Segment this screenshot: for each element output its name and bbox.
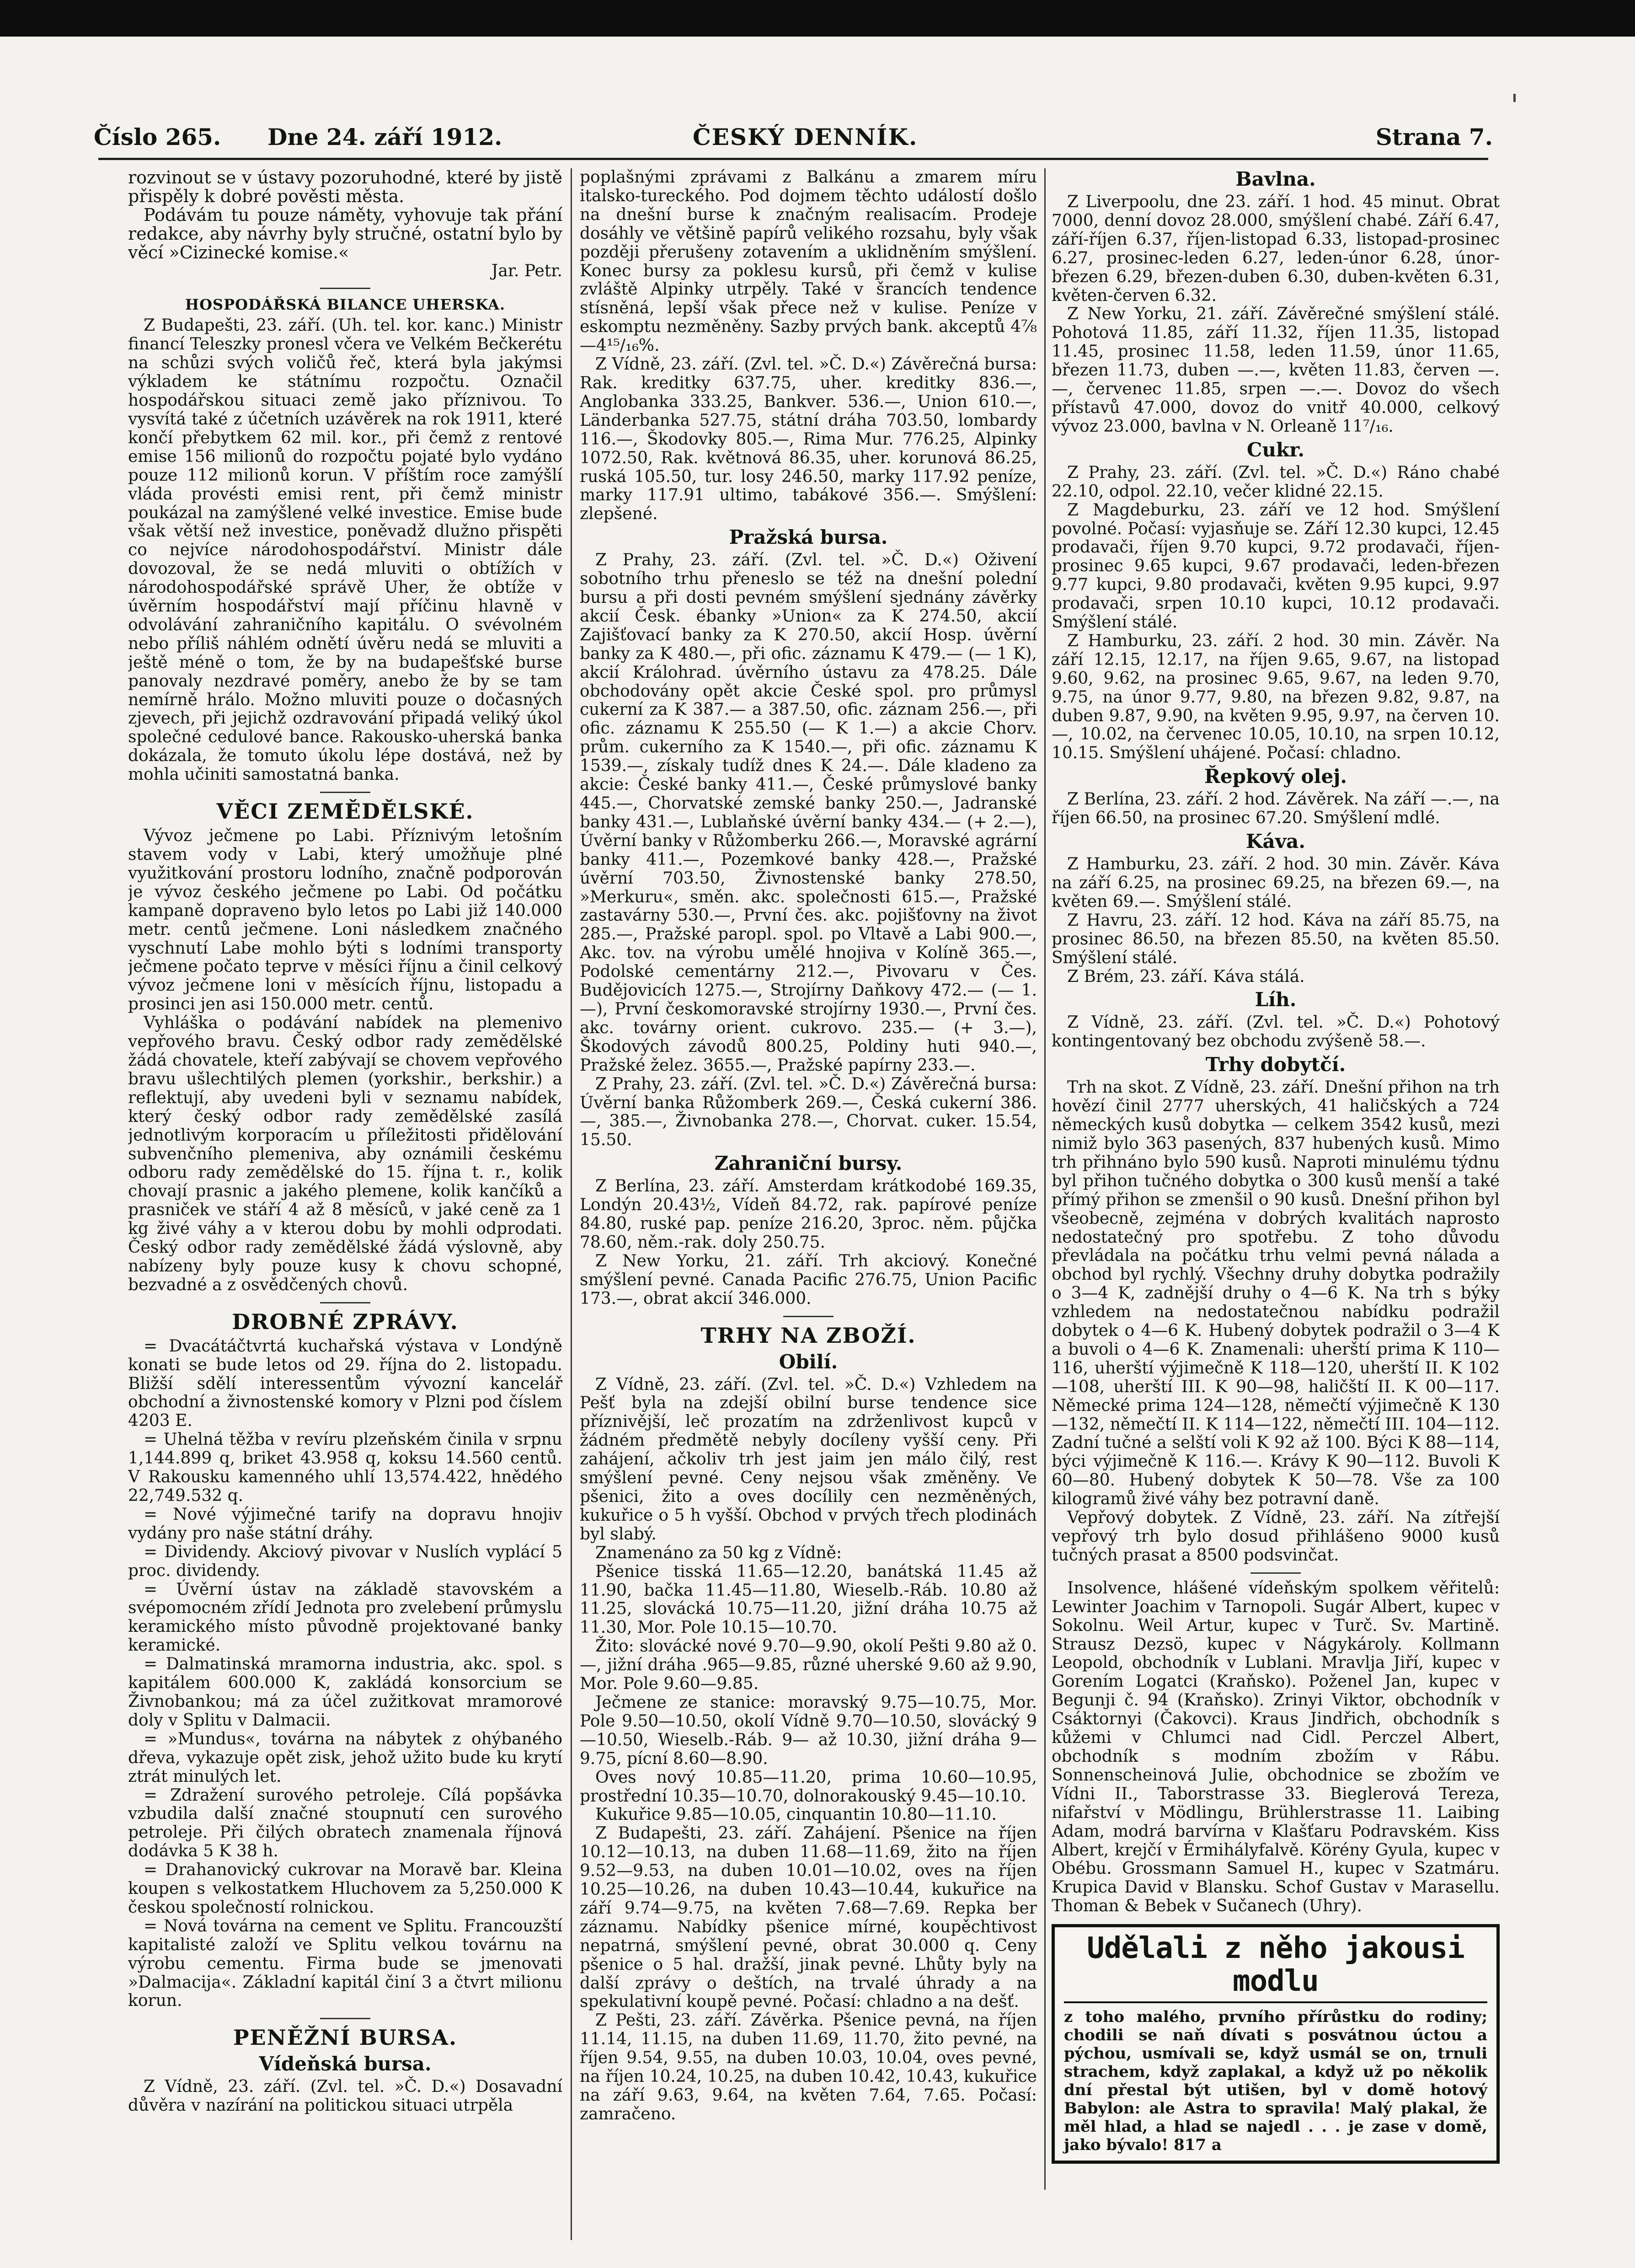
subsection-title: Káva. (1246, 830, 1305, 853)
advertisement-box (1052, 1924, 1500, 2164)
section-rule (320, 288, 370, 289)
scan-mark (1513, 94, 1516, 102)
article-paragraph: Z Budapešti, 23. září. Zahájení. Pšenice na říjen 10.12—10.13, na duben 11.68—11.69, žito na říjen 9.52—9.53, na duben 10.01—10.02, oves na říjen 10.25—10.26, na duben 10.43—10.44, kukuřice na září 9.74—9.75, na květen 7.68—7.69. Repka ber záznamu. Nabídky pšenice mírné, koupěchtivost nepatrná, smýšlení pevné, obrat 30.000 q. Ceny pšenice o 5 hal. dražší, jinak pevné. Lhůty byly na další zprávy o deštích, na trvalé úhrady a na spekulativní koupě pevné. Počasí: chladno a na dešť. (580, 1824, 1037, 2011)
news-item: = Dvacátáčtvrtá kuchařská výstava v Londýně konati se bude letos od 29. října do 2. listopadu. Bližší sdělí interessentům vývozní kancelář obchodní a živnostenské komory v Plzni pod číslem 4203 E. (128, 1336, 562, 1431)
article-signature: Jar. Petr. (491, 261, 562, 280)
news-item: = Nová továrna na cement ve Splitu. Francouzští kapitalisté založí ve Splitu velkou továrnu na výrobu cementu. Firma bude se jmenovati »Dalmacija«. Základní kapitál činí 3 a čtvrt milionu korun. (128, 1916, 562, 2011)
article-paragraph: Insolvence, hlášené vídeňským spolkem věřitelů: Lewinter Joachim v Tarnopoli. Sugár Albert, kupec v Sokolnu. Weil Artur, kupec v Turč. Sv. Martině. Strausz Dezsö, kupec v Nágykároly. Kollmann Leopold, obchodník v Lublani. Mravlja Jiří, kupec v Gorením Logatci (Kraňsko). Poženel Jan, kupec v Begunji č. 94 (Kraňsko). Zrinyi Viktor, obchodník v Csáktornyi (Čakovci). Kraus Jindřich, obchodník s kůžemi v Chlumci nad Cidl. Perczel Albert, obchodník s modním zbožím v Rábu. Sonnenscheinová Julie, obchodnice se zbožím ve Vídni II., Taborstrasse 33. Bieglerová Tereza, nifařství v Mödlingu, Brühlerstrasse 11. Laibing Adam, modrá barvírna v Klašťaru Podravském. Kiss Albert, krejčí v Érmihályfalvě. Körény Gyula, kupec v Obébu. Grossmann Samuel H., kupec v Szatmáru. Krupica David v Blansku. Schof Gustav v Marasellu. Thoman & Bebek v Sučanech (Uhry). (1052, 1578, 1500, 1916)
article-paragraph: Kukuřice 9.85—10.05, cinquantin 10.80—11.10. (595, 1805, 997, 1824)
news-item: = Uhelná těžba v revíru plzeňském činila v srpnu 1,144.899 q, briket 43.958 q, koksu 14.560 centů. V Rakousku kamenného uhlí 13,574.422, hnědého 22,749.532 q. (128, 1430, 562, 1505)
article-paragraph: Z Liverpoolu, dne 23. září. 1 hod. 45 minut. Obrat 7000, denní dovoz 28.000, smýšlení chabé. Září 6.47, září-říjen 6.37, říjen-listopad 6.33, listopad-prosinec 6.27, prosinec-leden 6.27, leden-únor 6.28, únor-březen 6.29, březen-duben 6.30, duben-květen 6.31, květen-červen 6.32. (1052, 193, 1500, 305)
article-headline: HOSPODÁŘSKÁ BILANCE UHERSKA. (185, 296, 506, 314)
article-paragraph: Z Havru, 23. září. 12 hod. Káva na září 85.75, na prosinec 86.50, na březen 85.50, na květen 85.50. Smýšlení stálé. (1052, 911, 1500, 967)
article-paragraph: Z Vídně, 23. září. (Zvl. tel. »Č. D.«) Pohotový kontingentovaný bez obchodu zvýšeně 58.—. (1052, 1013, 1500, 1051)
article-paragraph: Z Prahy, 23. září. (Zvl. tel. »Č. D.«) Závěrečná bursa: Úvěrní banka Růžomberk 269.—, Česká cukerní 386.—, 385.—, Živnobanka 278.—, Chorvat. cuker. 15.54, 15.50. (580, 1074, 1037, 1150)
article-paragraph: Vepřový dobytek. Z Vídně, 23. září. Na zítřejší vepřový trh bylo dosud přihlášeno 9000 kusů tučných prasat a 8500 podsvinčat. (1052, 1508, 1500, 1565)
article-paragraph: Vývoz ječmene po Labi. Příznivým letošním stavem vody v Labi, který umožňuje plné využitkování prostoru lodního, značně podporován je vývoz českého ječmene po Labi. Od počátku kampaně dopraveno bylo letos po Labi již 140.000 metr. centů ječmene. Loni následkem značného vyschnutí Labe mohlo býti s lodními transporty ječmene počato teprve v měsíci říjnu a činil celkový vývoz ječmene loni v měsících říjnu, listopadu a prosinci jen asi 150.000 metr. centů. (128, 826, 562, 1014)
subsection-title: Líh. (1255, 988, 1297, 1011)
subsection-title: Obilí. (779, 1350, 838, 1373)
news-item: = Dividendy. Akciový pivovar v Nuslích vyplácí 5 proc. dividendy. (128, 1542, 562, 1580)
page-header (94, 123, 1493, 155)
section-rule (320, 792, 370, 793)
issue-date: Dne 24. září 1912. (267, 123, 502, 150)
subsection-title: Bavlna. (1235, 168, 1316, 190)
advertisement-rule (1064, 2001, 1487, 2003)
article-paragraph: Z New Yorku, 21. září. Závěrečné smýšlení stálé. Pohotová 11.85, září 11.32, říjen 11.35, listopad 11.45, prosinec 11.58, leden 11.59, únor 11.65, březen 11.73, duben —.—, květen 11.83, červen —.—, červenec 11.85, srpen —.—. Dovoz do všech přístavů 47.000, dovoz do vnitř 40.000, celkový vývoz 23.000, bavlna v N. Orleaně 11⁷/₁₆. (1052, 305, 1500, 436)
section-title: DROBNÉ ZPRÁVY. (232, 1309, 459, 1334)
news-item: = »Mundus«, továrna na nábytek z ohýbaného dřeva, vykazuje opět zisk, jehož užito bude ku krytí ztrát minulých let. (128, 1729, 562, 1786)
advertisement-headline: Udělali z něho jakousi modlu (1087, 1931, 1464, 1999)
header-rule (98, 158, 1488, 160)
article-paragraph: Ječmene ze stanice: moravský 9.75—10.75, Mor. Pole 9.50—10.50, okolí Vídně 9.70—10.50, slovácký 9—10.50, Wieselb.-Ráb. 9— až 10.30, jižní dráha 9—9.75, pícní 8.60—8.90. (580, 1693, 1037, 1768)
article-paragraph: Z Brém, 23. září. Káva stálá. (1067, 967, 1305, 986)
subsection-title: Pražská bursa. (729, 526, 888, 549)
article-paragraph: Oves nový 10.85—11.20, prima 10.60—10.95, prostřední 10.35—10.70, dolnorakouský 9.45—10.10. (580, 1768, 1037, 1806)
column-1 (128, 168, 562, 2240)
section-rule (783, 1316, 834, 1317)
section-rule (1250, 1572, 1301, 1574)
subsection-title: Vídeňská bursa. (259, 2053, 432, 2075)
section-rule (320, 2018, 370, 2019)
article-paragraph: rozvinout se v ústavy pozoruhodné, které by jistě přispěly k dobré pověsti města. (128, 168, 562, 206)
article-paragraph: Z Prahy, 23. září. (Zvl. tel. »Č. D.«) Ráno chabé 22.10, odpol. 22.10, večer klidné 22.15. (1052, 463, 1500, 501)
column-divider (1044, 168, 1046, 2190)
article-paragraph: Z Vídně, 23. září. (Zvl. tel. »Č. D.«) Dosavadní důvěra v nazírání na politickou situaci utrpěla (128, 2077, 562, 2115)
article-paragraph: Z Berlína, 23. září. 2 hod. Závěrek. Na září —.—, na říjen 66.50, na prosinec 67.20. Smýšlení mdlé. (1052, 790, 1500, 828)
column-divider (571, 168, 572, 2240)
advertisement-text: z toho malého, prvního přírůstku do rodiny; chodili se naň dívati s posvátnou úctou a pýchou, usmívali se, když usmál se on, trnuli strachem, když zaplakal, a když už po několik dní přestal být utišen, byl v domě hotový Babylon: ale Astra to spravila! Malý plakal, že měl hlad, a hlad se najedl . . . je zase v domě, jako bývalo! 817 a (1064, 2008, 1487, 2155)
article-paragraph: Trh na skot. Z Vídně, 23. září. Dnešní přihon na trh hovězí činil 2777 uherských, 41 haličských a 724 německých kusů dobytka — celkem 3542 kusů, mezi nimiž bylo 363 pasených, 837 hubených kusů. Mimo trh přihnáno bylo 590 kusů. Naproti minulému týdnu byl přihon tučného dobytka o 300 kusů menší a také přímý přihon se zmenšil o 90 kusů. Dnešní přihon byl všeobecně, zejména v dobrých kvalitách naprosto nedostatečný pro spotřebu. Z toho důvodu převládala na počátku trhu velmi pevná nálada a obchod byl rychlý. Všechny druhy dobytka podražily o 3—4 K, zadnější druhy o 4—6 K. Na trh s býky vzhledem na nedostatečnou nabídku podražil dobytek o 4—6 K. Hubený dobytek podražil o 3—4 K a buvoli o 4—6 K. Znamenali: uherští prima K 110—116, uherští výjimečně K 118—120, uherští II. K 102—108, uherští III. K 90—98, haličští II. K 00—117. Německé prima 124—128, němečtí výjimečně K 130—132, němečtí II. K 114—122, němečtí III. 104—112. Zadní tučné a selští voli K 92 až 100. Býci K 88—114, býci výjimečně K 116.—. Krávy K 90—112. Buvoli K 60—80. Hubený dobytek K 50—78. Vše za 100 kilogramů živé váhy bez potravní daně. (1052, 1078, 1500, 1509)
article-paragraph: Z Budapešti, 23. září. (Uh. tel. kor. kanc.) Ministr financí Teleszky pronesl včera ve Velkém Bečkerétu na schůzi svých voličů řeč, která byla jakýmsi výkladem ke státnímu rozpočtu. Označil hospodářskou situaci země jako příznivou. To vysvítá také z účetních uzávěrek na rok 1911, které končí přebytkem 62 mil. kor., při čemž z rentové emise 156 milionů do rozpočtu pojaté bylo vydáno pouze 112 milionů korun. V příštím roce zamýšlí vláda provésti emisi rent, při čemž ministr poukázal na zamýšlené velké investice. Emise bude však větší než investice, poněvadž dlužno přispěti co nejvíce národohospodářství. Ministr dále dovozoval, že se nedá mluviti o obtížích v národohospodářské správě Uher, že obtíže v úvěrním hospodářství mají příčinu hlavně v odvolávání zahraničního kapitálu. O svévolném nebo příliš náhlém odnětí úvěru nedá se mluviti a ještě méně o tom, že by na budapešťské burse panovaly nezdravé poměry, anebo že by se tam nemírně hrálo. Možno mluviti pouze o dočasných zjevech, při jejichž ozdravování připadá veliký úkol společné cedulové bance. Rakousko-uherská banka dokázala, že tomuto úkolu lépe dostává, než by mohla učiniti samostatná banka. (128, 316, 562, 784)
article-paragraph: Z Hamburku, 23. září. 2 hod. 30 min. Závěr. Káva na září 6.25, na prosinec 69.25, na březen 69.—, na květen 69.—. Smýšlení stálé. (1052, 855, 1500, 911)
subsection-title: Cukr. (1247, 438, 1304, 461)
article-paragraph: Pšenice tisská 11.65—12.20, banátská 11.45 až 11.90, bačka 11.45—11.80, Wieselb.-Ráb. 10.80 až 11.25, slovácká 10.75—11.20, jižní dráha 10.75 až 11.30, Mor. Pole 10.15—10.70. (580, 1562, 1037, 1637)
news-item: = Dalmatinská mramorna industria, akc. spol. s kapitálem 600.000 K, zakládá konsorcium se Živnobankou; má za účel zužitkovat mramorové doly v Splitu v Dalmacii. (128, 1655, 562, 1730)
article-paragraph: Z Prahy, 23. září. (Zvl. tel. »Č. D.«) Oživení sobotního trhu přeneslo se též na dnešní polední bursu a při dosti pevném smýšlení sjednány závěrky akcií Česk. ébanky »Union« za K 274.50, akcií Zajišťovací banky za K 270.50, akcií Hosp. úvěrní banky za K 480.—, při ofic. záznamu K 479.— (— 1 K), akcií Králohrad. úvěrního ústavu za 478.25. Dále obchodovány opět akcie České spol. pro průmysl cukerní za K 387.— a 387.50, ofic. záznam 256.—, při ofic. záznamu K 255.50 (— K 1.—) a akcie Chorv. prům. cukerního za K 1540.—, při ofic. záznamu K 1539.—, získaly tudíž dnes K 24.—. Dále kladeno za akcie: České banky 411.—, České průmyslové banky 445.—, Chorvatské zemské banky 250.—, Jadranské banky 431.—, Lublaňské úvěrní banky 434.— (+ 2.—), Úvěrní banky v Růžomberku 266.—, Moravské agrární banky 411.—, Pozemkové banky 428.—, Pražské úvěrní 703.50, Živnostenské banky 278.50, »Merkuru«, směn. akc. společnosti 615.—, Pražské zastavárny 530.—, První čes. akc. pojišťovny na život 285.—, Pražské paropl. spol. po Vltavě a Labi 900.—, Akc. tov. na výrobu umělé hnojiva v Kolíně 365.—, Podolské cementárny 212.—, Pivovaru v Čes. Budějovicích 1275.—, Strojírny Daňkovy 472.— (— 1.—), První českomoravské strojírny 1930.—, První čes. akc. továrny orient. cukrovo. 235.— (+ 3.—), Škodových závodů 800.25, Poldiny huti 940.—, Pražské želez. 3655.—, Pražské papírny 233.—. (580, 551, 1037, 1075)
article-paragraph: Z Pešti, 23. září. Závěrka. Pšenice pevná, na říjen 11.14, 11.15, na duben 11.69, 11.70, žito pevné, na říjen 9.54, 9.55, na duben 10.03, 10.04, oves pevné, na říjen 10.24, 10.25, na duben 10.42, 10.43, kukuřice na září 9.63, 9.64, na květen 7.64, 7.65. Počasí: zamračeno. (580, 2011, 1037, 2123)
subsection-title: Zahraniční bursy. (714, 1152, 903, 1175)
article-paragraph: Z New Yorku, 21. září. Trh akciový. Konečné smýšlení pevné. Canada Pacific 276.75, Union Pacific 173.—, obrat akcií 346.000. (580, 1251, 1037, 1308)
article-paragraph: Z Magdeburku, 23. září ve 12 hod. Smýšlení povolné. Počasí: vyjasňuje se. Září 12.30 kupci, 12.45 prodavači, říjen 9.70 kupci, 9.72 prodavači, říjen-prosinec 9.65 kupci, 9.67 prodavači, leden-březen 9.77 kupci, 9.80 prodavači, květen 9.95 kupci, 9.97 prodavači, srpen 10.10 kupci, 10.12 prodavači. Smýšlení stálé. (1052, 500, 1500, 632)
section-title: PENĚŽNÍ BURSA. (233, 2025, 458, 2050)
article-paragraph: poplašnými zprávami z Balkánu a zmarem míru italsko-tureckého. Pod dojmem těchto událostí došlo na dnešní burse k značným realisacím. Prodeje dosáhly ve většině papírů velikého rozsahu, byly však později přerušeny zotavením a uklidněním smýšlení. Konec bursy za poklesu kursů, při čemž v kulise zvláště Alpinky utrpěly. Také v šrancích tendence stísněná, lepší však přece než v kulise. Peníze v eskomptu nezměněny. Sazby prvých bank. akceptů 4⅞—4¹⁵/₁₆%. (580, 168, 1037, 355)
news-item: = Nové výjimečné tarify na dopravu hnojiv vydány pro naše státní dráhy. (128, 1505, 562, 1543)
subsection-title: Řepkový olej. (1204, 765, 1347, 788)
subsection-title: Trhy dobytčí. (1205, 1053, 1346, 1076)
article-paragraph: Z Vídně, 23. září. (Zvl. tel. »Č. D.«) Závěrečná bursa: Rak. kreditky 637.75, uher. kreditky 836.—, Anglobanka 333.25, Bankver. 536.—, Union 610.—, Länderbanka 527.75, státní dráha 703.50, lombardy 116.—, Škodovky 805.—, Rima Mur. 776.25, Alpinky 1072.50, Rak. květnová 86.35, uher. korunová 86.25, ruská 105.50, tur. losy 246.50, marky 117.92 peníze, marky 117.91 ultimo, tabákové 356.—. Smýšlení: zlepšené. (580, 355, 1037, 524)
column-2 (580, 168, 1037, 2190)
article-paragraph: Znamenáno za 50 kg z Vídně: (595, 1543, 842, 1562)
article-paragraph: Podávám tu pouze náměty, vyhovuje tak přání redakce, aby návrhy byly stručné, ostatní bylo by věcí »Cizinecké komise.« (128, 204, 562, 263)
news-item: = Drahanovický cukrovar na Moravě bar. Kleina koupen s velkostatkem Hluchovem za 5,250.000 K českou společností rolnickou. (128, 1861, 562, 1917)
masthead: ČESKÝ DENNÍK. (693, 123, 918, 150)
article-paragraph: Vyhláška o podávání nabídek na plemenivo vepřového bravu. Český odbor rady zemědělské žádá chovatele, kteří zabývají se chovem vepřového bravu ušlechtilých plemen (yorkshir., berkshir.) a reflektují, aby uvedeni byli v seznamu nabídek, který český odbor rady zemědělské zasílá jednotlivým korporacím u příležitosti přidělování subvenčního plemeniva, aby oznámili českému odboru rady zemědělské do 15. října t. r., kolik chovají prasnic a jakého plemene, kolik kančíků a prasniček ve stáří 4 až 8 měsíců, v jaké ceně za 1 kg živé váhy a v kterou dobu by mohli odprodati. Český odbor rady zemědělské žádá výslovně, aby nabízeny byly pouze kusy k chovu schopné, bezvadné a z osvědčených chovů. (128, 1013, 562, 1294)
article-paragraph: Z Vídně, 23. září. (Zvl. tel. »Č. D.«) Vzhledem na Pešť byla na zdejší obilní burse tendence sice příznivější, leč prozatím na zdrženlivost kupců v žádném předmětě nebyly docíleny vyšší ceny. Při zahájení, ačkoliv trh jest jaim jen málo čilý, rest smýšlení pevné. Ceny nejsou však změněny. Ve pšenici, žito a oves docílily cen nezměněných, kukuřice o 5 h vyšší. Obchod v prvých třech plodinách byl slabý. (580, 1375, 1037, 1544)
issue-number: Číslo 265. (94, 123, 221, 150)
news-item: = Zdražení surového petroleje. Cílá popšávka vzbudila další značné stoupnutí cen surového petroleje. Při čilých obratech znamenala říjnová dodávka 5 K 38 h. (128, 1785, 562, 1861)
news-item: = Úvěrní ústav na základě stavovském a svépomocném zřídí Jednota pro zvelebení průmyslu keramického místo původně projektované banky keramické. (128, 1580, 562, 1655)
article-paragraph: Z Hamburku, 23. září. 2 hod. 30 min. Závěr. Na září 12.15, 12.17, na říjen 9.65, 9.67, na listopad 9.60, 9.62, na prosinec 9.65, 9.67, na leden 9.70, 9.75, na únor 9.77, 9.80, na březen 9.82, 9.87, na duben 9.87, 9.90, na květen 9.95, 9.97, na červen 10.—, 10.02, na červenec 10.05, 10.10, na srpen 10.12, 10.15. Smýšlení uhájené. Počasí: chladno. (1052, 631, 1500, 763)
section-rule (320, 1302, 370, 1303)
scan-border (0, 0, 1635, 37)
article-paragraph: Žito: slovácké nové 9.70—9.90, okolí Pešti 9.80 až 0.—, jižní dráha .965—9.85, různé uherské 9.60 až 9.90, Mor. Pole 9.60—9.85. (580, 1637, 1037, 1694)
section-title: TRHY NA ZBOŽÍ. (700, 1323, 916, 1348)
column-3 (1052, 168, 1500, 2213)
section-title: VĚCI ZEMĚDĚLSKÉ. (216, 799, 474, 824)
page-number: Strana 7. (1375, 123, 1493, 150)
article-paragraph: Z Berlína, 23. září. Amsterdam krátkodobé 169.35, Londýn 20.43½, Vídeň 84.72, rak. papírové peníze 84.80, ruské pap. peníze 216.20, 3proc. něm. půjčka 78.60, něm.-rak. doly 250.75. (580, 1177, 1037, 1252)
